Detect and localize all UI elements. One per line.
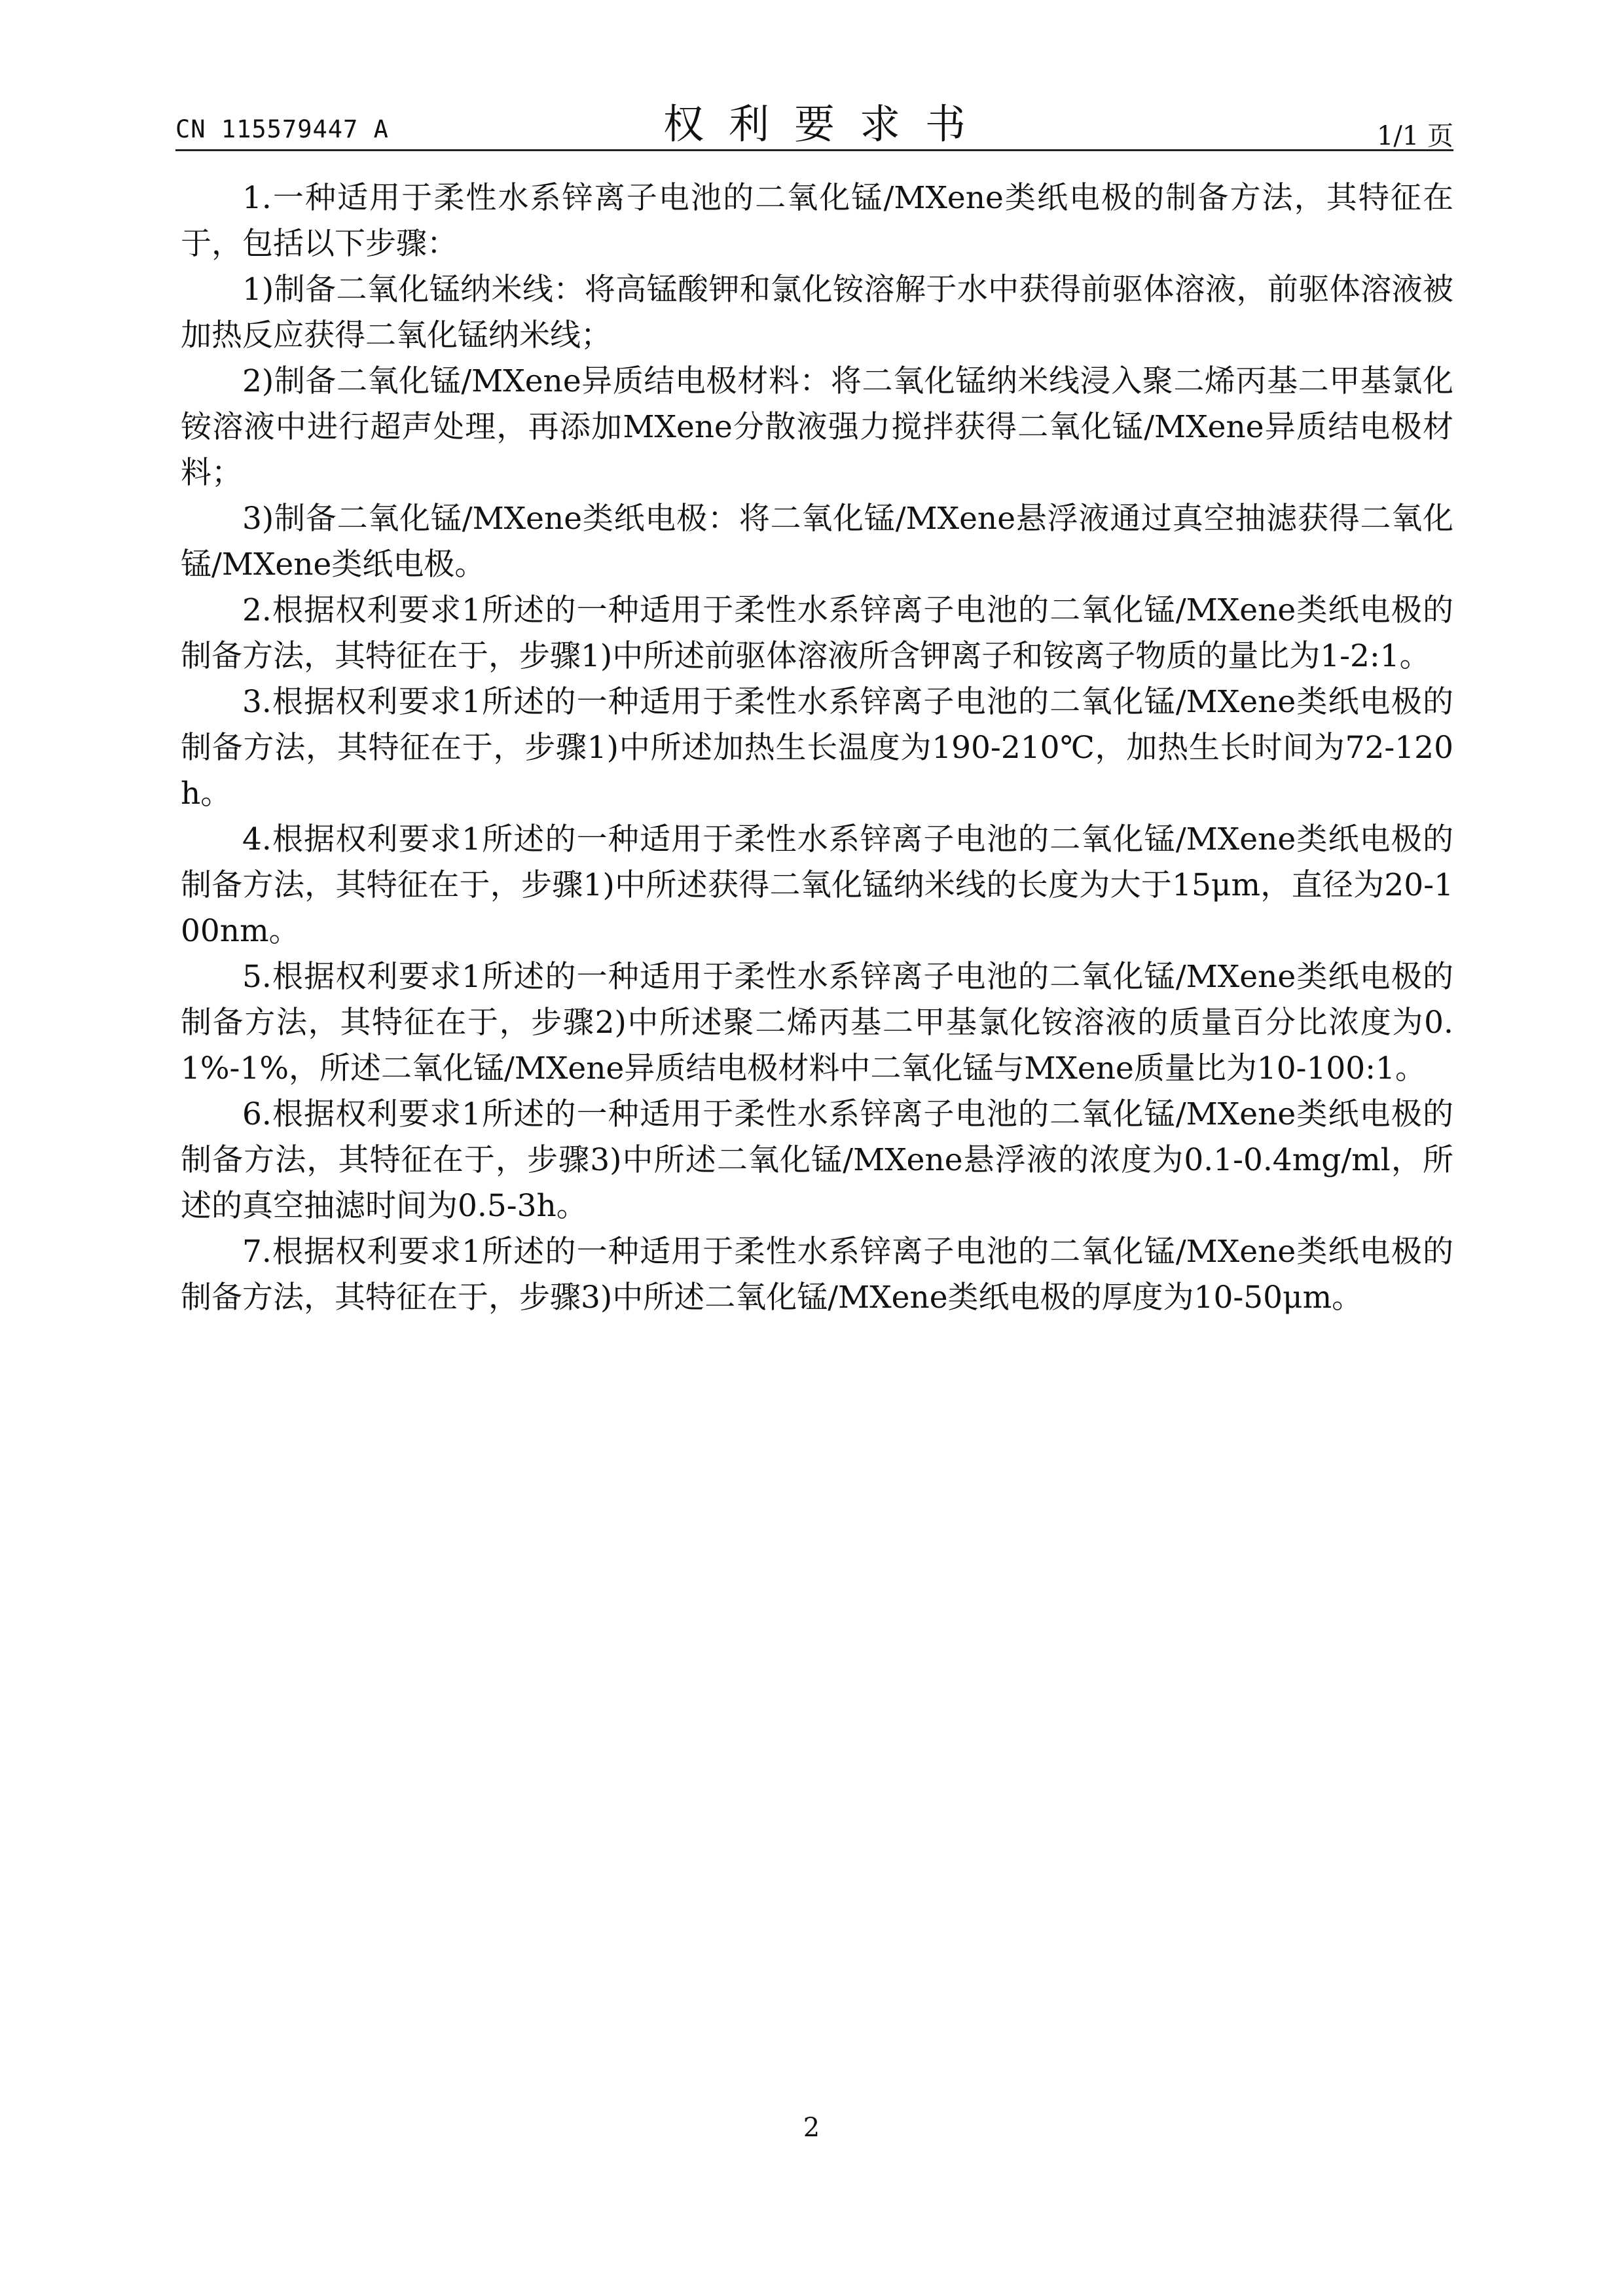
claim-4: 4.根据权利要求1所述的一种适用于柔性水系锌离子电池的二氧化锰/MXene类纸电极的制备方法，其特征在于，步骤1)中所述获得二氧化锰纳米线的长度为大于15μm，直径为20-100nm。 [181,821,1453,949]
claims-body [181,175,1453,1321]
claim-5: 5.根据权利要求1所述的一种适用于柔性水系锌离子电池的二氧化锰/MXene类纸电极的制备方法，其特征在于，步骤2)中所述聚二烯丙基二甲基氯化铵溶液的质量百分比浓度为0.1%-1%，所述二氧化锰/MXene异质结电极材料中二氧化锰与MXene质量比为10-100:1。 [181,959,1453,1086]
page-number: 2 [803,2113,820,2143]
header-divider [175,149,1453,151]
document-title: 权利要求书 [663,100,991,148]
claim-1-step-2: 2)制备二氧化锰/MXene异质结电极材料：将二氧化锰纳米线浸入聚二烯丙基二甲基氯化铵溶液中进行超声处理，再添加MXene分散液强力搅拌获得二氧化锰/MXene异质结电极材料； [181,363,1453,491]
claim-3: 3.根据权利要求1所述的一种适用于柔性水系锌离子电池的二氧化锰/MXene类纸电极的制备方法，其特征在于，步骤1)中所述加热生长温度为190-210℃，加热生长时间为72-120h。 [181,684,1453,812]
page-header [175,92,1453,151]
claim-7: 7.根据权利要求1所述的一种适用于柔性水系锌离子电池的二氧化锰/MXene类纸电极的制备方法，其特征在于，步骤3)中所述二氧化锰/MXene类纸电极的厚度为10-50μm。 [181,1234,1453,1316]
claim-6: 6.根据权利要求1所述的一种适用于柔性水系锌离子电池的二氧化锰/MXene类纸电极的制备方法，其特征在于，步骤3)中所述二氧化锰/MXene悬浮液的浓度为0.1-0.4mg/ml，所述的真空抽滤时间为0.5-3h。 [181,1096,1453,1224]
page-count: 1/1 页 [1376,121,1453,151]
claim-2: 2.根据权利要求1所述的一种适用于柔性水系锌离子电池的二氧化锰/MXene类纸电极的制备方法，其特征在于，步骤1)中所述前驱体溶液所含钾离子和铵离子物质的量比为1-2:1。 [181,592,1453,674]
claim-1-step-3: 3)制备二氧化锰/MXene类纸电极：将二氧化锰/MXene悬浮液通过真空抽滤获得二氧化锰/MXene类纸电极。 [181,501,1453,583]
publication-number: CN 115579447 A [175,115,389,143]
claim-1: 1.一种适用于柔性水系锌离子电池的二氧化锰/MXene类纸电极的制备方法，其特征在于，包括以下步骤： [181,180,1453,262]
claim-1-step-1: 1)制备二氧化锰纳米线：将高锰酸钾和氯化铵溶解于水中获得前驱体溶液，前驱体溶液被加热反应获得二氧化锰纳米线； [181,272,1453,353]
